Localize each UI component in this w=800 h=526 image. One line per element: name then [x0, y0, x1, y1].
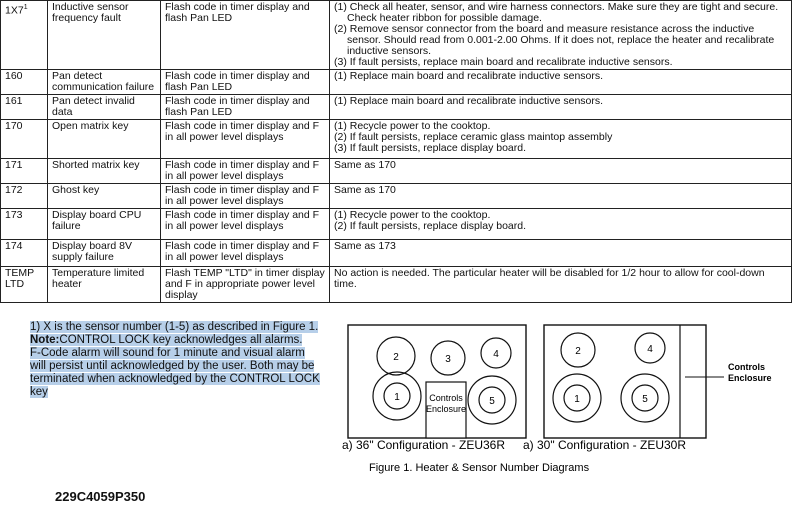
enclosure-label: Enclosure — [425, 404, 467, 414]
description-cell: Ghost key — [48, 184, 161, 209]
code-cell: 172 — [1, 184, 48, 209]
burner-label: 5 — [489, 396, 495, 407]
document-number: 229C4059P350 — [55, 489, 146, 504]
description-cell: Display board 8V supply failure — [48, 240, 161, 267]
figure-title: Figure 1. Heater & Sensor Number Diagrams — [369, 462, 590, 474]
action-cell: (1) Recycle power to the cooktop. (2) If fault persists, replace ceramic glass maintop assembly (3) If fault persists, replace display board. — [330, 120, 792, 159]
code-cell: 160 — [1, 70, 48, 95]
note-text: CONTROL LOCK key acknowledges all alarms. — [59, 334, 303, 346]
action-cell: Same as 170 — [330, 184, 792, 209]
burner-label: 4 — [647, 344, 653, 355]
cooktop-30-outline — [544, 325, 706, 438]
burner-label: 3 — [445, 354, 451, 365]
action-cell: (1) Replace main board and recalibrate inductive sensors. — [330, 95, 792, 120]
description-cell: Pan detect invalid data — [48, 95, 161, 120]
table-row — [1, 95, 792, 120]
description-cell: Temperature limited heater — [48, 267, 161, 303]
code-cell: 170 — [1, 120, 48, 159]
display-cell: Flash code in timer display and flash Pan LED — [161, 95, 330, 120]
description-cell: Pan detect communication failure — [48, 70, 161, 95]
code-cell: $1X7^1$ — [1, 1, 48, 70]
burner-label: 2 — [393, 352, 399, 363]
display-cell: Flash code in timer display and F in all power level displays — [161, 184, 330, 209]
action-cell: Same as 173 — [330, 240, 792, 267]
table-row — [1, 240, 792, 267]
action-cell: Same as 170 — [330, 159, 792, 184]
action-cell: No action is needed. The particular heater will be disabled for 1/2 hour to allow for cool-down time. — [330, 267, 792, 303]
description-cell: Inductive sensor frequency fault — [48, 1, 161, 70]
heater-sensor-diagram — [340, 320, 795, 480]
display-cell: Flash code in timer display and F in all power level displays — [161, 240, 330, 267]
display-cell: Flash code in timer display and F in all power level displays — [161, 159, 330, 184]
enclosure-label: Enclosure — [728, 373, 772, 383]
burner-label: 4 — [493, 349, 499, 360]
code-cell: 161 — [1, 95, 48, 120]
table-row — [1, 120, 792, 159]
action-cell: (1) Recycle power to the cooktop. (2) If fault persists, replace display board. — [330, 209, 792, 240]
table-row — [1, 209, 792, 240]
display-cell: Flash code in timer display and flash Pan LED — [161, 70, 330, 95]
table-row — [1, 267, 792, 303]
display-cell: Flash TEMP "LTD" in timer display and F in appropriate power level display — [161, 267, 330, 303]
footnotes — [30, 321, 320, 399]
code-cell: 171 — [1, 159, 48, 184]
display-cell: Flash code in timer display and flash Pan LED — [161, 1, 330, 70]
action-cell: (1) Replace main board and recalibrate inductive sensors. — [330, 70, 792, 95]
table-row — [1, 70, 792, 95]
table-row — [1, 1, 792, 70]
table-row — [1, 184, 792, 209]
code-cell: TEMP LTD — [1, 267, 48, 303]
code-cell: 173 — [1, 209, 48, 240]
burner-label: 1 — [394, 392, 400, 403]
burner-label: 1 — [574, 394, 580, 405]
burner-label: 2 — [575, 346, 581, 357]
description-cell: Open matrix key — [48, 120, 161, 159]
description-cell: Display board CPU failure — [48, 209, 161, 240]
action-cell: (1) Check all heater, sensor, and wire harness connectors. Make sure they are tight and secure. Check heater ribbon for possible damage. (2) Remove sensor connector from the board and measure resistance across the inductive sensor. Should read from 0.001-2.00 Ohms. If it does not, replace the heater and recalibrate inductive sensors. (3) If fault persists, replace main board and recalibrate inductive sensors. — [330, 1, 792, 70]
enclosure-label: Controls — [429, 393, 463, 403]
display-cell: Flash code in timer display and F in all power level displays — [161, 209, 330, 240]
enclosure-label: Controls — [728, 362, 765, 372]
table-row — [1, 159, 792, 184]
footnote-sensor: 1) X is the sensor number (1-5) as described in Figure 1. — [30, 321, 319, 333]
alarm-note: F-Code alarm will sound for 1 minute and visual alarm will persist until acknowledged by the user. Both may be terminated when acknowledged by the CONTROL LOCK key — [30, 347, 320, 398]
description-cell: Shorted matrix key — [48, 159, 161, 184]
caption-36: a) 36" Configuration - ZEU36R — [342, 438, 506, 452]
note-label: Note: — [30, 334, 60, 346]
display-cell: Flash code in timer display and F in all power level displays — [161, 120, 330, 159]
burner-label: 5 — [642, 394, 648, 405]
code-cell: 174 — [1, 240, 48, 267]
caption-30: a) 30" Configuration - ZEU30R — [523, 438, 687, 452]
